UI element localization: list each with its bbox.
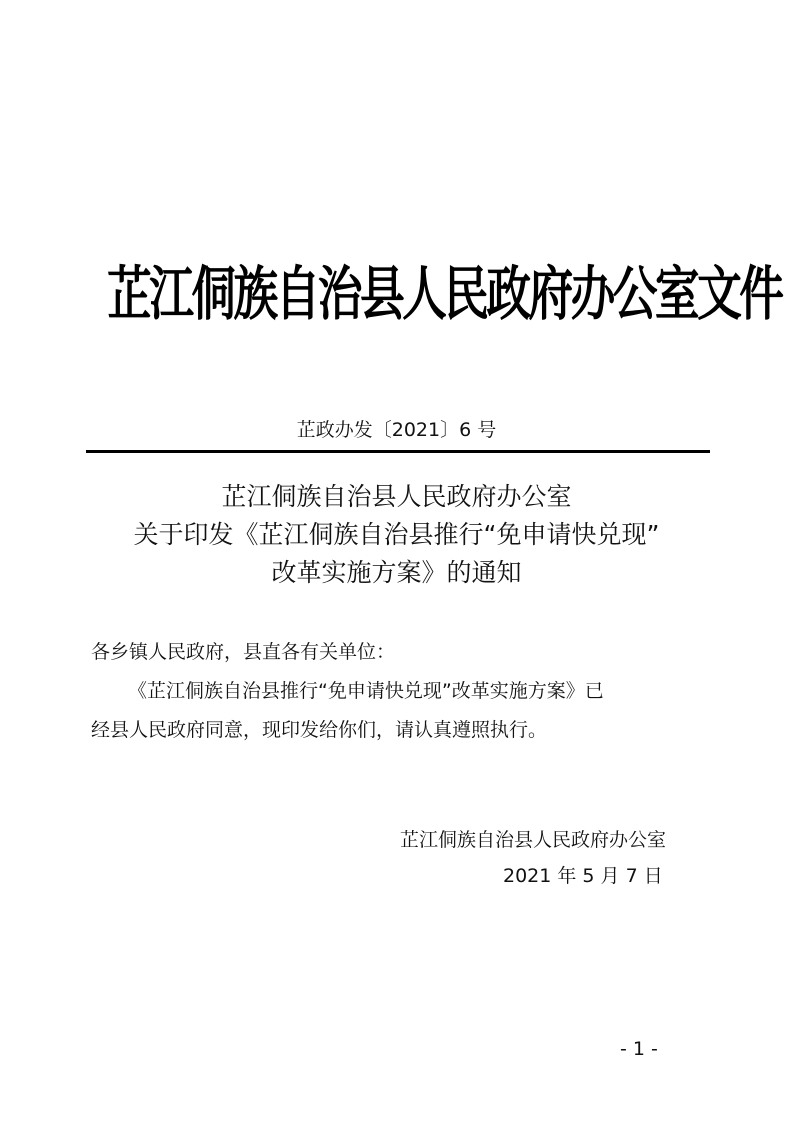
- issue-date: 2021 年 5 月 7 日: [503, 865, 663, 887]
- title-line-3: 改革实施方案》的通知: [271, 558, 522, 587]
- page-number: - 1 -: [620, 1038, 658, 1060]
- salutation: 各乡镇人民政府，县直各有关单位：: [91, 641, 396, 663]
- header-divider-rule: [86, 450, 710, 453]
- title-line-1: 芷江侗族自治县人民政府办公室: [221, 482, 572, 511]
- body-paragraph-line-1: 《芷江侗族自治县推行“免申请快兑现”改革实施方案》已: [128, 680, 604, 702]
- document-number: 芷政办发〔2021〕6 号: [296, 419, 497, 441]
- document-title: [40, 478, 753, 592]
- issuing-office: 芷江侗族自治县人民政府办公室: [400, 829, 667, 851]
- document-masthead: 芷江侗族自治县人民政府办公室文件: [107, 260, 782, 329]
- body-paragraph-line-2: 经县人民政府同意，现印发给你们，请认真遵照执行。: [91, 719, 548, 741]
- title-line-2: 关于印发《芷江侗族自治县推行“免申请快兑现”: [133, 520, 660, 549]
